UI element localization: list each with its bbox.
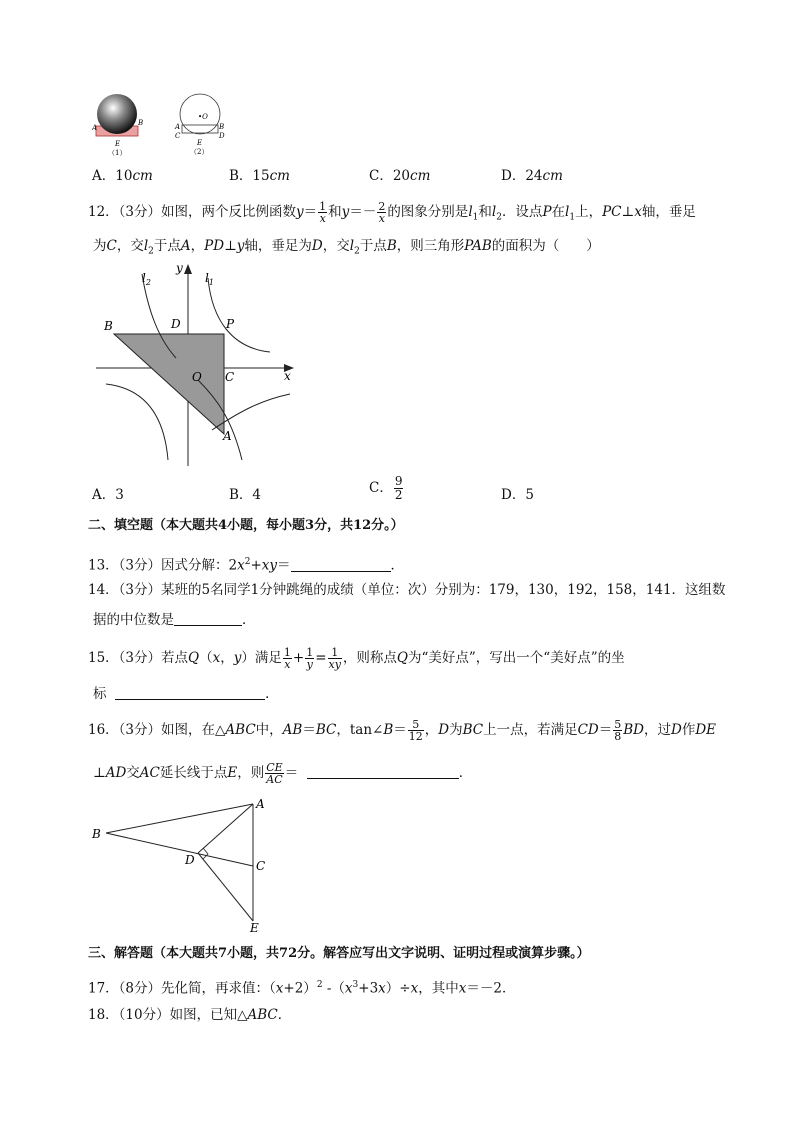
label-b: B [104, 319, 113, 333]
label-y: y [176, 261, 183, 275]
q11-option-a: A．10cm [92, 168, 153, 184]
segment-de [198, 853, 253, 921]
fig16-label-d: D [185, 853, 195, 867]
q16-figure [90, 792, 280, 936]
section-3-heading: 三、解答题（本大题共7小题，共72分。解答应写出文字说明、证明过程或演算步骤。） [88, 946, 590, 961]
q13-answer-blank[interactable] [291, 557, 391, 572]
right-angle-mark [203, 848, 208, 859]
q15-stem-line2: 标 ． [93, 686, 279, 702]
q12-option-b: B．4 [229, 487, 262, 503]
q11-option-d: D．24cm [501, 168, 563, 184]
q11-option-c: C．20cm [369, 168, 431, 184]
label-o: O [192, 370, 202, 384]
q13-stem: 13．（3分）因式分解：$2x^2+xy=$ ． [88, 557, 405, 574]
q16-stem-line2: ⊥AD交AC延长线于点E，则 $\frac{CE}{AC}$ ＝ ． [93, 761, 473, 786]
q15-stem-line1: 15．（3分）若点Q（x，y）满足 $\frac{1}{x}$ + $\frac{1}{y}$ = $\frac{1}{xy}$ ，则称点Q为“美好点”，写出一个“美好点”的坐 [88, 646, 625, 671]
q12-stem-line2: 为C，交$l_2$于点A，PD⊥y轴，垂足为D，交$l_2$于点B，则三角形PAB的面积为（ ） [93, 238, 600, 257]
label-c: C [225, 370, 235, 384]
fig1-label-e: E [115, 140, 121, 148]
q16-answer-blank[interactable] [307, 764, 459, 779]
q11-option-b: B．15cm [229, 168, 290, 184]
segment-ba [106, 804, 253, 833]
support-rect [182, 125, 218, 133]
q12-option-a: A．3 [92, 487, 124, 503]
fig2-caption: （2） [190, 148, 209, 156]
sphere-ball [97, 94, 137, 134]
q12-stem-line1: 12．（3分）如图，两个反比例函数y＝ $\frac{1}{x}$ 和y＝－ $\frac{2}{x}$ 的图象分别是$l_1$和$l_2$．设点P在$l_1$上，PC⊥x轴，垂足 [88, 200, 696, 225]
fig2-label-b: B [219, 123, 225, 131]
q11-figure-2 [170, 92, 232, 158]
q18-stem: 18．（10分）如图，已知△ABC． [88, 1007, 292, 1023]
fig16-label-e: E [250, 921, 259, 935]
fig16-label-c: C [256, 859, 266, 873]
q16-stem-line1: 16．（3分）如图，在△ABC中，AB＝BC，tan∠B＝ $\frac{5}{12}$ ，D为BC上一点，若满足CD＝ $\frac{5}{8}$ BD，过D作DE [88, 718, 717, 743]
fig2-label-a: A [175, 123, 181, 131]
label-p: P [226, 317, 235, 331]
q14-stem-line1: 14．（3分）某班的5名同学1分钟跳绳的成绩（单位：次）分别为：179，130，192，158，141．这组数 [88, 582, 726, 598]
section-2-heading: 二、填空题（本大题共4小题，每小题3分，共12分。） [88, 518, 404, 533]
label-l2: $l_2$ [142, 271, 151, 287]
fig1-label-b: B [138, 119, 144, 127]
fig2-label-o: •O [198, 113, 208, 121]
label-a: A [223, 429, 232, 443]
label-d: D [171, 317, 181, 331]
label-l1: $l_1$ [205, 271, 214, 287]
fig16-label-a: A [256, 797, 265, 811]
fig1-caption: （1） [108, 149, 127, 157]
q14-stem-line2: 据的中位数是 ． [93, 612, 256, 628]
label-x: x [284, 369, 291, 383]
q12-option-c: C． $\frac{9}{2}$ [369, 474, 403, 502]
fig2-label-c: C [175, 132, 181, 140]
q14-answer-blank[interactable] [174, 611, 242, 626]
q12-option-d: D．5 [501, 487, 534, 503]
segment-bc [106, 833, 253, 866]
fig16-label-b: B [92, 827, 101, 841]
q12-graph [92, 260, 302, 470]
q17-stem: 17．（8分）先化简，再求值：$(x+2)^2$ $-(x^3+3x)\div x$，其中x＝－2． [88, 980, 516, 997]
q11-figure-1 [92, 92, 162, 158]
segment-ad [198, 804, 253, 853]
fig1-label-a: A [92, 124, 98, 132]
fig2-label-e: E [197, 139, 203, 147]
fig2-label-d: D [219, 132, 225, 140]
q15-answer-blank[interactable] [115, 685, 265, 700]
